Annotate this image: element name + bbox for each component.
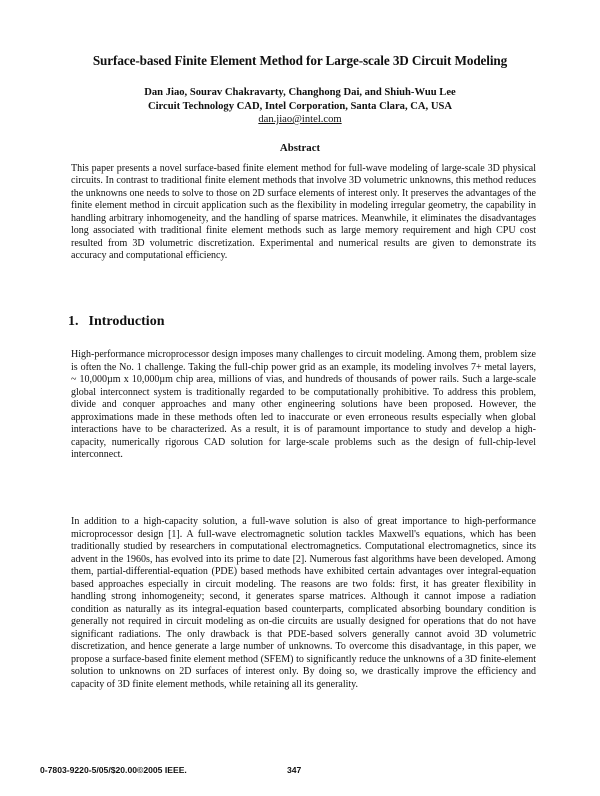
footer-copyright: 0-7803-9220-5/05/$20.00©2005 IEEE. xyxy=(40,765,187,775)
author-names: Dan Jiao, Sourav Chakravarty, Changhong Dai, and Shiuh-Wuu Lee xyxy=(144,87,456,98)
paper-title: Surface-based Finite Element Method for Large-scale 3D Circuit Modeling xyxy=(92,53,508,68)
intro-paragraph-2: In addition to a high-capacity solution, a full-wave solution is also of great importance to high-performance microprocessor design [1]. A full-wave electromagnetic solution tackles Maxwell's equations, which has been traditionally studied by researchers in computational electromagnetics. Computational electromagnetics, since its advent in the 1960s, has evolved into its prime to date [2]. Numerous fast algorithms have been developed. Among them, partial-differential-equation (PDE) based methods have exhibited certain advantages over integral-equation based approaches especially in circuit modeling. The reasons are two folds: first, it has greater flexibility in handling strong inhomogeneity; second, it generates sparse matrices. Although it cannot impose a radiation condition as naturally as its integral-equation based counterparts, complicated absorbing boundary condition is generally not required in circuit modeling as on-die circuits are usually designed for operations that do not have significant radiations. The only drawback is that PDE-based solvers generally cannot avoid 3D volumetric discretization, and hence generate a large number of unknowns. To overcome this disadvantage, in this paper, we propose a surface-based finite element method (SFEM) to significantly reduce the unknowns of a 3D finite-element solution to unknowns on 2D surfaces of interest only. By doing so, we drastically improve the efficiency and capacity of 3D finite element methods, while retaining all its generality. xyxy=(71,516,536,690)
section-title: Introduction xyxy=(88,314,165,329)
author-block xyxy=(40,86,560,127)
footer-page-number: 347 xyxy=(287,765,302,775)
abstract-text: This paper presents a novel surface-based finite element method for full-wave modeling of large-scale 3D physical circuits. In contrast to traditional finite element methods that involve 3D volumetric unknowns, this method reduces the unknowns one needs to solve to those on 2D surface elements of interest only. It preserves the advantages of the finite element method in circuit application such as the flexibility in modeling irregular geometry, the capability in handling arbitrary inhomogeneity, and the handling of sparse matrices. Meanwhile, it eliminates the disadvantages long associated with traditional finite element methods such as large memory requirement and high CPU cost resulted from 3D volumetric discretization. Experimental and numerical results are given to demonstrate its accuracy and computational efficiency. xyxy=(71,163,536,262)
section-number: 1. xyxy=(68,314,79,329)
author-email-link[interactable]: dan.jiao@intel.com xyxy=(258,114,342,125)
abstract-heading: Abstract xyxy=(279,142,321,154)
intro-paragraph-1: High-performance microprocessor design imposes many challenges to circuit modeling. Among them, problem size is often the No. 1 challenge. Taking the full-chip power grid as an example, its modeling involves 7+ metal layers, ~ 10,000µm x 10,000µm chip area, millions of vias, and hundreds of thousands of power rails. Such a large-scale global interconnect system is traditionally regarded to be computationally prohibitive. To address this problem, divide and conquer approaches and many other engineering solutions have been proposed. However, the approximations made in these methods often led to inaccurate or even erroneous results especially when global interactions have to be characterized. As a result, it is of paramount importance to study and develop a high-capacity, numerically rigorous CAD solution for large-scale problems such as the design of full-chip-level interconnect. xyxy=(71,349,536,460)
author-affiliation: Circuit Technology CAD, Intel Corporation, Santa Clara, CA, USA xyxy=(147,100,453,112)
section-heading-introduction xyxy=(68,314,164,330)
